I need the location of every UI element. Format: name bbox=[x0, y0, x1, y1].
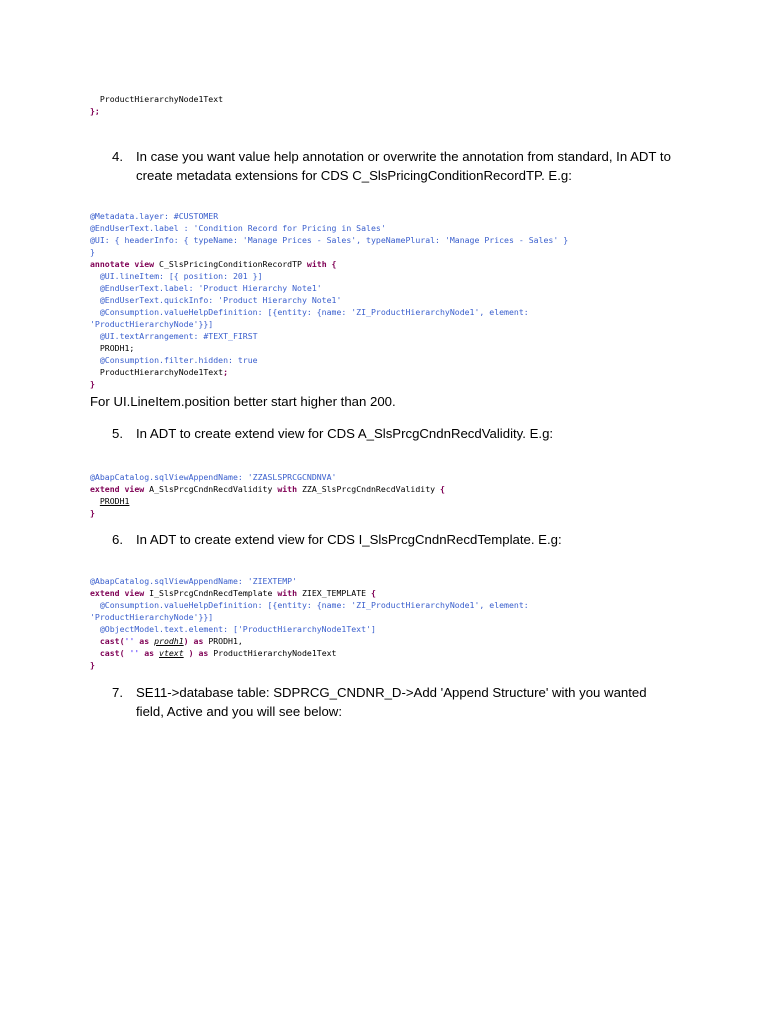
code-line bbox=[90, 599, 529, 611]
code-token: ) as bbox=[183, 636, 209, 646]
code-token: annotate view bbox=[90, 259, 160, 269]
step-7-number: 7. bbox=[112, 685, 123, 700]
code-token: cast( bbox=[90, 636, 125, 646]
code-token: { bbox=[371, 588, 376, 598]
code-token: @ObjectModel.text.element: ['ProductHierarchyNode1Text'] bbox=[90, 624, 376, 634]
code-token: with bbox=[277, 588, 302, 598]
code-token: } bbox=[90, 247, 95, 257]
step-5-text: In ADT to create extend view for CDS A_SlsPrcgCndnRecdValidity. E.g: bbox=[136, 426, 554, 441]
code-line bbox=[90, 611, 529, 623]
code-block-3-extend-template bbox=[90, 575, 529, 671]
code-token: ZIEX_TEMPLATE bbox=[301, 588, 371, 598]
code-token: ProductHierarchyNode1Text bbox=[90, 94, 224, 104]
code-line bbox=[90, 246, 568, 258]
code-token: @Metadata.layer: #CUSTOMER bbox=[90, 211, 219, 221]
code-token: PRODH1; bbox=[90, 343, 135, 353]
code-token: with bbox=[277, 484, 302, 494]
code-block-1-metadata-extension bbox=[90, 210, 568, 390]
code-line bbox=[90, 354, 568, 366]
code-token: prodh1 bbox=[154, 636, 184, 646]
code-line bbox=[90, 210, 568, 222]
code-line bbox=[90, 623, 529, 635]
code-token: @EndUserText.quickInfo: 'Product Hierarchy Note1' bbox=[90, 295, 342, 305]
code-token: C_SlsPricingConditionRecordTP bbox=[159, 259, 307, 269]
code-token bbox=[90, 496, 100, 506]
code-token: I_SlsPrcgCndnRecdTemplate bbox=[149, 588, 278, 598]
code-token: ) as bbox=[183, 648, 214, 658]
code-token: } bbox=[90, 508, 95, 518]
code-token: } bbox=[90, 379, 95, 389]
step-6-text: In ADT to create extend view for CDS I_SlsPrcgCndnRecdTemplate. E.g: bbox=[136, 532, 562, 547]
code-line bbox=[90, 575, 529, 587]
code-token: as bbox=[134, 636, 155, 646]
code-token: with { bbox=[306, 259, 337, 269]
code-token: ; bbox=[223, 367, 229, 377]
code-token: @Consumption.valueHelpDefinition: [{entity: {name: 'ZI_ProductHierarchyNode1', element: bbox=[90, 307, 529, 317]
code-line bbox=[90, 635, 529, 647]
step-7-text: SE11->database table: SDPRCG_CNDNR_D->Add 'Append Structure' with you wanted field, Active and you will see below: bbox=[136, 685, 647, 719]
code-token: @AbapCatalog.sqlViewAppendName: 'ZZASLSPRCGCNDNVA' bbox=[90, 472, 337, 482]
code-token: A_SlsPrcgCndnRecdValidity bbox=[149, 484, 278, 494]
code-token: extend view bbox=[90, 484, 150, 494]
code-token: @UI.lineItem: [{ position: 201 }] bbox=[90, 271, 263, 281]
code-token: @Consumption.valueHelpDefinition: [{entity: {name: 'ZI_ProductHierarchyNode1', element: bbox=[90, 600, 529, 610]
code-block-2-extend-validity bbox=[90, 471, 445, 519]
note-lineitem-position: For UI.LineItem.position better start higher than 200. bbox=[90, 394, 396, 409]
code-line bbox=[90, 659, 529, 671]
code-line bbox=[90, 306, 568, 318]
code-token: ProductHierarchyNode1Text bbox=[90, 367, 224, 377]
code-token: '' bbox=[129, 648, 140, 658]
code-line bbox=[90, 378, 568, 390]
code-token: PRODH1, bbox=[208, 636, 243, 646]
code-line bbox=[90, 294, 568, 306]
code-line bbox=[90, 342, 568, 354]
code-token: ZZA_SlsPrcgCndnRecdValidity bbox=[301, 484, 441, 494]
code-token: @AbapCatalog.sqlViewAppendName: 'ZIEXTEMP' bbox=[90, 576, 298, 586]
code-line bbox=[90, 270, 568, 282]
code-line bbox=[90, 222, 568, 234]
code-token: @Consumption.filter.hidden: true bbox=[90, 355, 258, 365]
code-line bbox=[90, 93, 223, 105]
code-token: 'ProductHierarchyNode'}}] bbox=[90, 319, 214, 329]
code-line bbox=[90, 647, 529, 659]
code-token: @EndUserText.label: 'Product Hierarchy Note1' bbox=[90, 283, 322, 293]
code-line bbox=[90, 483, 445, 495]
code-line bbox=[90, 495, 445, 507]
code-token: 'ProductHierarchyNode'}}] bbox=[90, 612, 214, 622]
step-6-number: 6. bbox=[112, 532, 123, 547]
code-token: PRODH1 bbox=[99, 496, 130, 506]
code-line bbox=[90, 258, 568, 270]
code-line bbox=[90, 282, 568, 294]
code-token: } bbox=[90, 660, 95, 670]
code-token: @UI.textArrangement: #TEXT_FIRST bbox=[90, 331, 258, 341]
step-4-text: In case you want value help annotation or overwrite the annotation from standard, In ADT to create metadata extensions for CDS C_SlsPricingConditionRecordTP. E.g: bbox=[136, 149, 671, 183]
code-line bbox=[90, 587, 529, 599]
code-token: as bbox=[139, 648, 160, 658]
code-token: }; bbox=[90, 106, 100, 116]
step-4-number: 4. bbox=[112, 149, 123, 164]
code-line bbox=[90, 471, 445, 483]
code-token: @UI: { headerInfo: { typeName: 'Manage Prices - Sales', typeNamePlural: 'Manage Prices - Sales' } bbox=[90, 235, 569, 245]
code-line bbox=[90, 105, 223, 117]
code-token: @EndUserText.label : 'Condition Record for Pricing in Sales' bbox=[90, 223, 386, 233]
code-token: { bbox=[440, 484, 445, 494]
code-line bbox=[90, 318, 568, 330]
code-block-0 bbox=[90, 93, 223, 117]
code-line bbox=[90, 330, 568, 342]
code-line bbox=[90, 366, 568, 378]
code-line bbox=[90, 507, 445, 519]
code-line bbox=[90, 234, 568, 246]
code-token: extend view bbox=[90, 588, 150, 598]
code-token: ProductHierarchyNode1Text bbox=[213, 648, 337, 658]
step-5-number: 5. bbox=[112, 426, 123, 441]
code-token: vtext bbox=[159, 648, 184, 658]
code-token: '' bbox=[124, 636, 135, 646]
code-token: cast( bbox=[90, 648, 130, 658]
